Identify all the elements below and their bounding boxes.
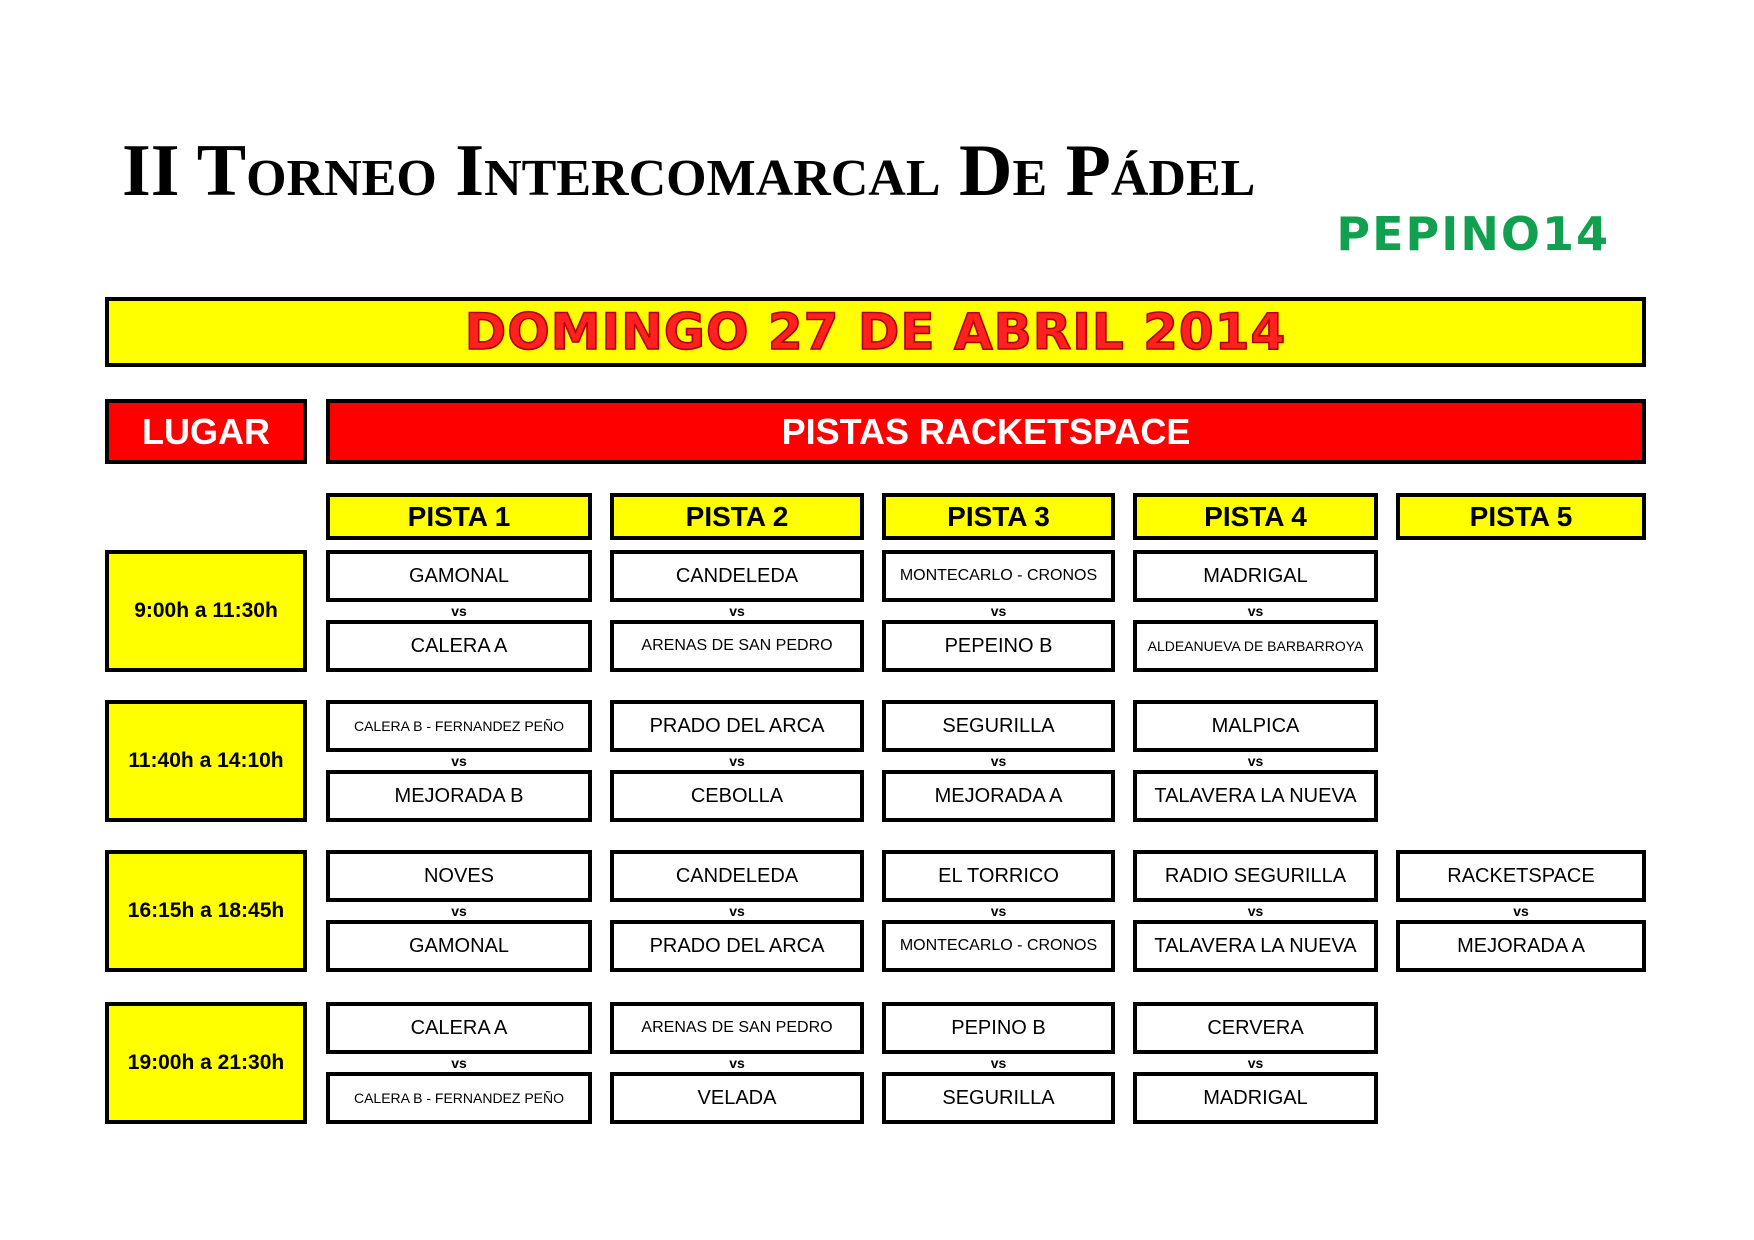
lugar-label: LUGAR (142, 410, 270, 452)
vs-label: vs (729, 903, 745, 919)
page-title: II Torneo Intercomarcal De Pádel (122, 130, 1256, 212)
team-home: CANDELEDA (610, 850, 864, 902)
team-home: MADRIGAL (1133, 550, 1378, 602)
date-banner (105, 297, 1646, 367)
time-slot: 11:40h a 14:10h (105, 700, 307, 822)
pista-header-4: PISTA 4 (1133, 493, 1378, 540)
team-away: CEBOLLA (610, 770, 864, 822)
team-home: CALERA B - FERNANDEZ PEÑO (326, 700, 592, 752)
team-home: EL TORRICO (882, 850, 1115, 902)
date-text: DOMINGO 27 DE ABRIL 2014 (464, 303, 1287, 361)
team-away: TALAVERA LA NUEVA (1133, 920, 1378, 972)
vs-label: vs (1247, 753, 1264, 769)
team-away: MEJORADA A (882, 770, 1115, 822)
team-away: TALAVERA LA NUEVA (1133, 770, 1378, 822)
vs-label: vs (1513, 903, 1529, 919)
team-away: PEPEINO B (882, 620, 1115, 672)
vs-label: vs (990, 903, 1007, 919)
team-away: MEJORADA B (326, 770, 592, 822)
vs-label: vs (729, 753, 745, 769)
team-away: ALDEANUEVA DE BARBARROYA (1133, 620, 1378, 672)
team-home: CALERA A (326, 1002, 592, 1054)
vs-label: vs (990, 753, 1007, 769)
team-away: SEGURILLA (882, 1072, 1115, 1124)
team-away: VELADA (610, 1072, 864, 1124)
team-home: PRADO DEL ARCA (610, 700, 864, 752)
team-home: ARENAS DE SAN PEDRO (610, 1002, 864, 1054)
lugar-header (105, 399, 307, 464)
vs-label: vs (990, 603, 1007, 619)
vs-label: vs (451, 603, 467, 619)
vs-label: vs (451, 1055, 467, 1071)
team-home: CERVERA (1133, 1002, 1378, 1054)
vs-label: vs (729, 603, 745, 619)
team-home: PEPINO B (882, 1002, 1115, 1054)
team-away: CALERA B - FERNANDEZ PEÑO (326, 1072, 592, 1124)
time-slot: 9:00h a 11:30h (105, 550, 307, 672)
team-away: ARENAS DE SAN PEDRO (610, 620, 864, 672)
team-away: PRADO DEL ARCA (610, 920, 864, 972)
vs-label: vs (1247, 603, 1264, 619)
time-slot: 16:15h a 18:45h (105, 850, 307, 972)
team-home: SEGURILLA (882, 700, 1115, 752)
team-away: MADRIGAL (1133, 1072, 1378, 1124)
venue-header (326, 399, 1646, 464)
pista-header-2: PISTA 2 (610, 493, 864, 540)
team-home: RADIO SEGURILLA (1133, 850, 1378, 902)
team-home: NOVES (326, 850, 592, 902)
pista-header-5: PISTA 5 (1396, 493, 1646, 540)
venue-name: PISTAS RACKETSPACE (781, 410, 1191, 452)
team-home: MALPICA (1133, 700, 1378, 752)
pista-header-3: PISTA 3 (882, 493, 1115, 540)
vs-label: vs (1247, 903, 1264, 919)
team-away: MONTECARLO - CRONOS (882, 920, 1115, 972)
team-away: MEJORADA A (1396, 920, 1646, 972)
vs-label: vs (1247, 1055, 1264, 1071)
team-away: CALERA A (326, 620, 592, 672)
team-home: MONTECARLO - CRONOS (882, 550, 1115, 602)
time-slot: 19:00h a 21:30h (105, 1002, 307, 1124)
team-home: RACKETSPACE (1396, 850, 1646, 902)
team-away: GAMONAL (326, 920, 592, 972)
pista-header-1: PISTA 1 (326, 493, 592, 540)
vs-label: vs (729, 1055, 745, 1071)
team-home: GAMONAL (326, 550, 592, 602)
vs-label: vs (990, 1055, 1007, 1071)
vs-label: vs (451, 753, 467, 769)
vs-label: vs (451, 903, 467, 919)
tournament-code: PEPINO14 (1336, 207, 1610, 261)
team-home: CANDELEDA (610, 550, 864, 602)
